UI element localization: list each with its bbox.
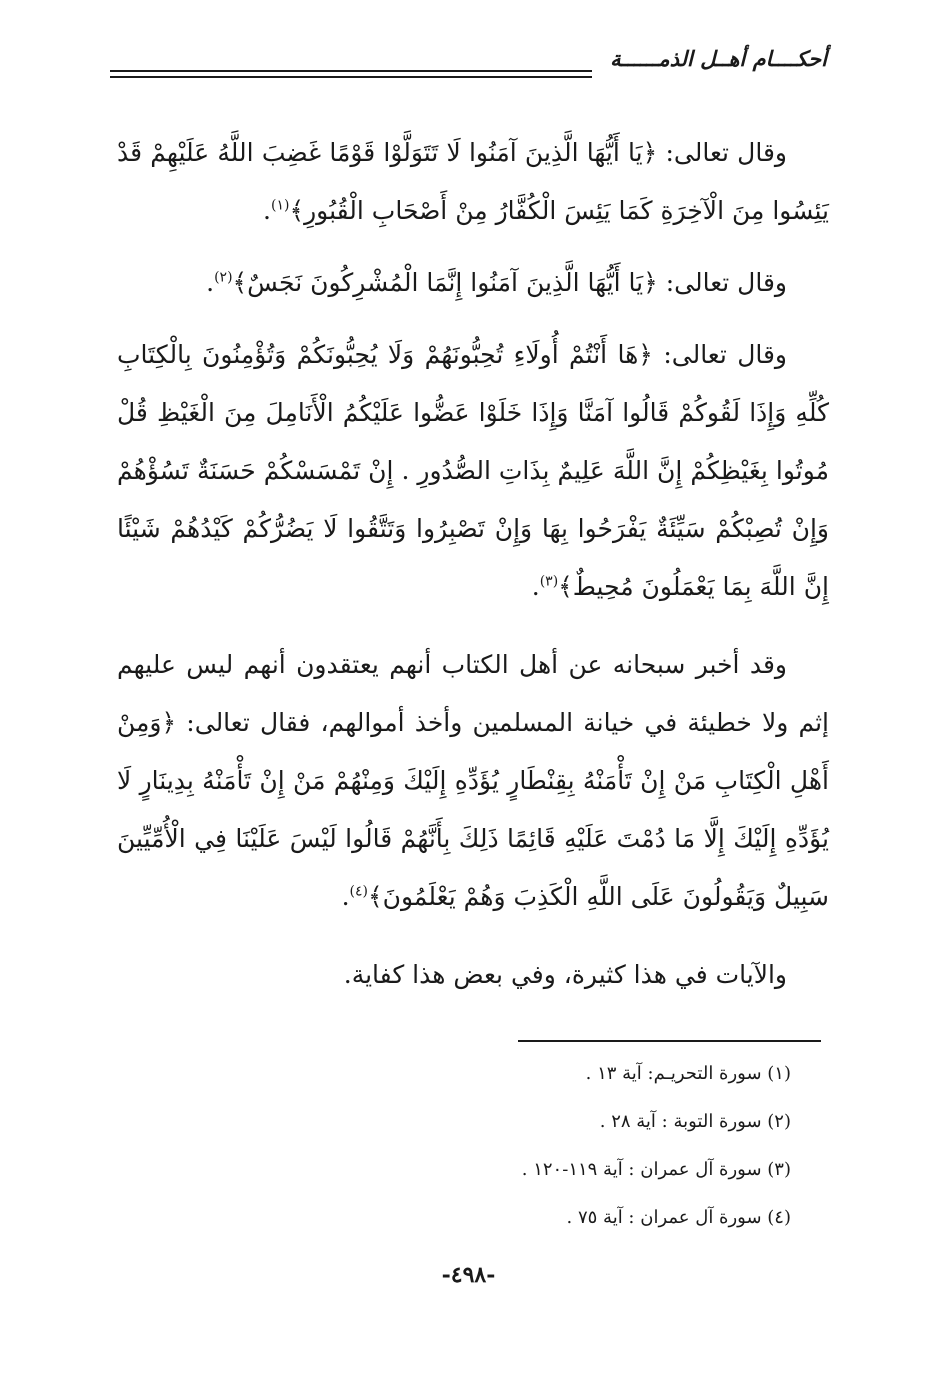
paragraph-text: وقال تعالى: ﴿هَا أَنْتُمْ أُولَاءِ تُحِبُّونَهُمْ وَلَا يُحِبُّونَكُمْ وَتُؤْمِنُونَ بِالْكِتَابِ كُلِّهِ وَإِذَا لَقُوكُمْ قَالُوا آمَنَّا وَإِذَا خَلَوْا عَضُّوا عَلَيْكُمُ الْأَنَامِلَ مِنَ الْغَيْظِ قُلْ مُوتُوا بِغَيْظِكُمْ إِنَّ اللَّهَ عَلِيمٌ بِذَاتِ الصُّدُورِ . إِنْ تَمْسَسْكُمْ حَسَنَةٌ تَسُؤْهُمْ وَإِنْ تُصِبْكُمْ سَيِّئَةٌ يَفْرَحُوا بِهَا وَإِنْ تَصْبِرُوا وَتَتَّقُوا لَا يَضُرُّكُمْ كَيْدُهُمْ شَيْئًا إِنَّ اللَّهَ بِمَا يَعْمَلُونَ مُحِيطٌ﴾	[117, 340, 829, 601]
paragraph	[117, 124, 829, 240]
running-header: أحكــــام أهــل الذمــــــة	[610, 46, 827, 71]
footnote-ref: (٢)	[214, 269, 233, 286]
header-rule-line	[110, 70, 592, 72]
paragraph-text: وقد أخبر سبحانه عن أهل الكتاب أنهم يعتقدون أنهم ليس عليهم إثم ولا خطيئة في خيانة المسلمين وأخذ أموالهم، فقال تعالى: ﴿وَمِنْ أَهْلِ الْكِتَابِ مَنْ إِنْ تَأْمَنْهُ بِقِنْطَارٍ يُؤَدِّهِ إِلَيْكَ وَمِنْهُمْ مَنْ إِنْ تَأْمَنْهُ بِدِينَارٍ لَا يُؤَدِّهِ إِلَيْكَ إِلَّا مَا دُمْتَ عَلَيْهِ قَائِمًا ذَلِكَ بِأَنَّهُمْ قَالُوا لَيْسَ عَلَيْنَا فِي الْأُمِّيِّينَ سَبِيلٌ وَيَقُولُونَ عَلَى اللَّهِ الْكَذِبَ وَهُمْ يَعْلَمُونَ﴾	[117, 650, 829, 911]
footnote-ref: (١)	[270, 197, 290, 214]
paragraph	[117, 254, 829, 312]
paragraph-end: .	[263, 196, 271, 225]
paragraph	[117, 326, 829, 616]
footnote: (١) سورة التحريـم: آية ١٣ .	[585, 1063, 791, 1084]
header-rule-line	[110, 76, 592, 78]
footnote-ref: (٣)	[539, 573, 559, 590]
paragraph-end: .	[341, 882, 350, 911]
footnotes	[391, 1058, 791, 1250]
footnote-ref: (٤)	[349, 883, 368, 900]
footnote-separator	[518, 1040, 821, 1042]
paragraph-text: وقال تعالى: ﴿يَا أَيُّهَا الَّذِينَ آمَنُوا إِنَّمَا الْمُشْرِكُونَ نَجَسٌ﴾	[232, 268, 787, 297]
paragraph	[117, 636, 829, 926]
paragraph-end: .	[206, 268, 215, 297]
footnote: (٢) سورة التوبة : آية ٢٨ .	[599, 1111, 791, 1132]
footnote: (٤) سورة آل عمران : آية ٧٥ .	[566, 1207, 791, 1228]
paragraph	[117, 946, 829, 1004]
paragraph-end: .	[531, 572, 540, 601]
body-text	[117, 124, 829, 1018]
page-number: -٤٩٨-	[441, 1262, 496, 1288]
paragraph-text: وقال تعالى: ﴿يَا أَيُّهَا الَّذِينَ آمَنُوا لَا تَتَوَلَّوْا قَوْمًا غَضِبَ اللَّهُ عَلَيْهِمْ قَدْ يَئِسُوا مِنَ الْآخِرَةِ كَمَا يَئِسَ الْكُفَّارُ مِنْ أَصْحَابِ الْقُبُورِ﴾	[117, 138, 829, 225]
paragraph-text: والآيات في هذا كثيرة، وفي بعض هذا كفاية.	[343, 960, 787, 989]
header-double-rule	[110, 70, 592, 82]
footnote: (٣) سورة آل عمران : آية ١١٩-١٢٠ .	[521, 1159, 791, 1180]
